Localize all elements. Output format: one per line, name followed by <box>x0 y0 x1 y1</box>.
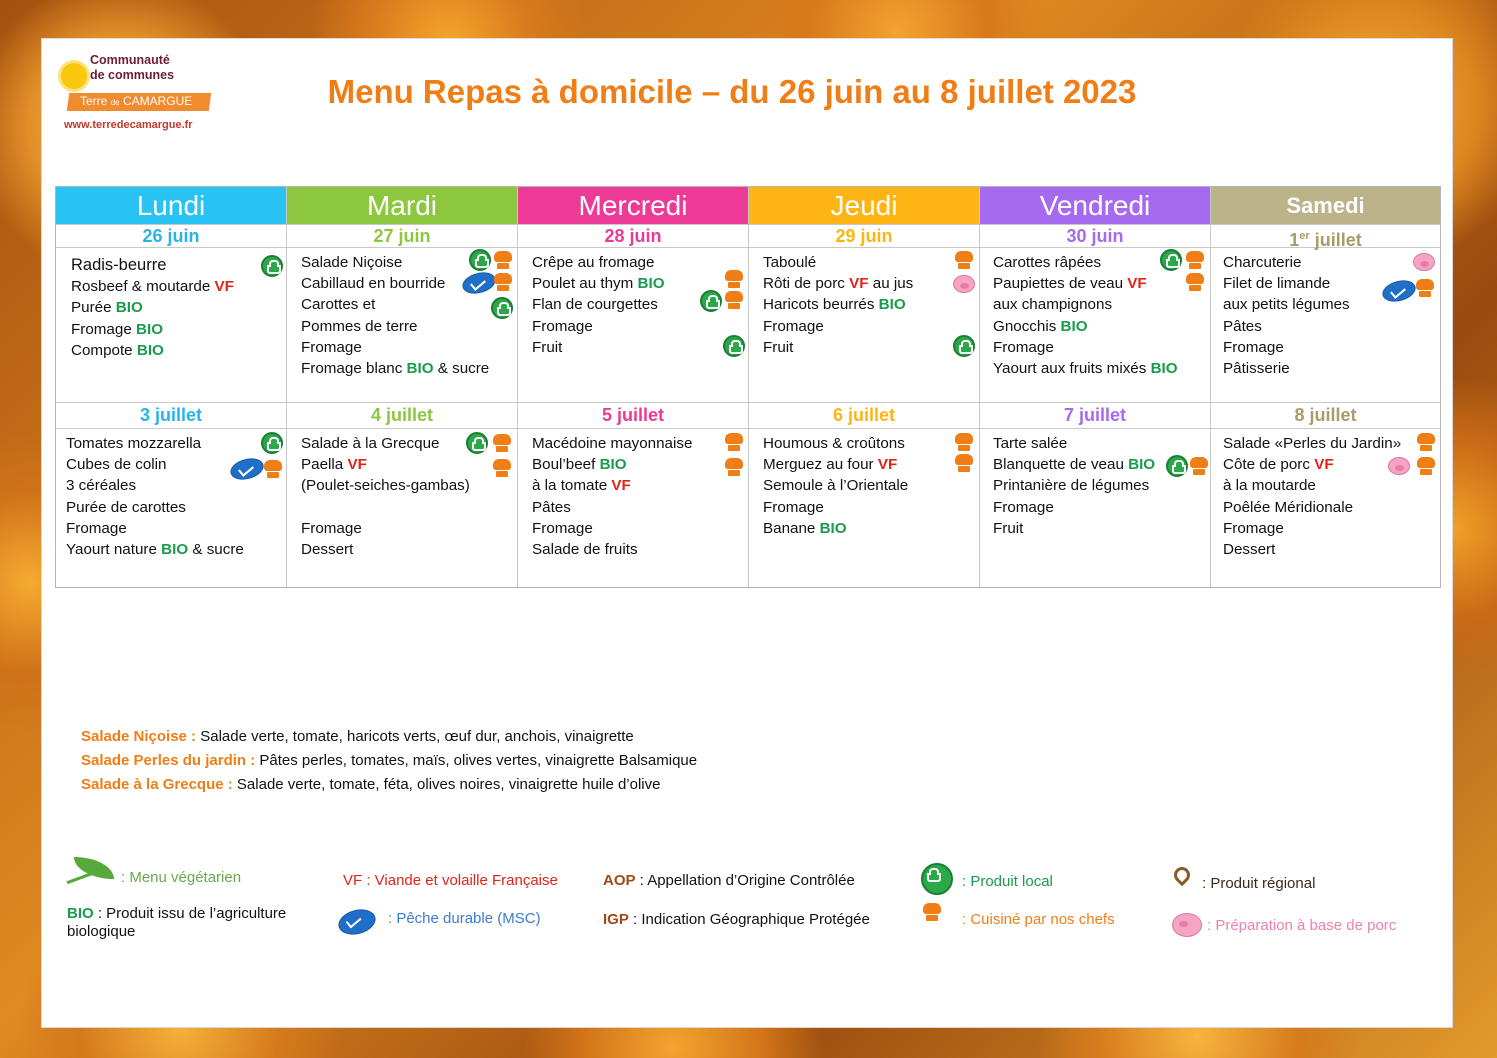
list-item: Poêlée Méridionale <box>1223 498 1354 516</box>
list-item: Pâtisserie <box>1223 359 1290 377</box>
leaf-icon <box>66 857 118 887</box>
list-item: Fromage <box>1223 519 1284 537</box>
note-line: Salade Perles du jardin : Pâtes perles, tomates, maïs, olives vertes, vinaigrette Balsamique <box>81 752 698 769</box>
list-item: Semoule à l’Orientale <box>763 477 909 495</box>
list-item: Pâtes <box>532 498 571 516</box>
list-item: Crêpe au fromage <box>532 254 655 271</box>
pig-icon <box>1172 913 1202 937</box>
list-item: Fruit <box>763 338 794 356</box>
list-item: Compote BIO <box>71 341 164 359</box>
date-w1-mercredi: 28 juin <box>604 226 662 246</box>
date-w2-vendredi: 7 juillet <box>1063 405 1126 425</box>
chef-hat-icon <box>264 460 282 478</box>
list-item: Fromage <box>532 519 593 537</box>
chef-hat-icon <box>493 459 511 477</box>
note-line: Salade Niçoise : Salade verte, tomate, haricots verts, œuf dur, anchois, vinaigrette <box>81 728 634 745</box>
list-item: Charcuterie <box>1223 254 1302 271</box>
list-item: Tarte salée <box>993 435 1068 452</box>
cell-w1-vendredi <box>993 252 1178 379</box>
list-item: à la tomate VF <box>532 477 631 495</box>
list-item: 3 céréales <box>66 477 137 495</box>
basket-icon <box>953 335 975 357</box>
page-title: Menu Repas à domicile – du 26 juin au 8 juillet 2023 <box>327 73 1137 110</box>
legend-vf: VF : Viande et volaille Française <box>343 872 558 889</box>
list-item: Fromage <box>993 338 1054 356</box>
basket-icon <box>261 432 283 454</box>
list-item: Pâtes <box>1223 317 1262 335</box>
list-item: Fromage <box>301 338 362 356</box>
list-item: Fruit <box>993 519 1024 537</box>
legend-bio: BIO : Produit issu de l’agriculture biologique <box>67 905 287 940</box>
basket-icon <box>723 335 745 357</box>
basket-icon <box>261 255 283 277</box>
cell-w2-samedi <box>1223 433 1401 560</box>
list-item: Paupiettes de veau VF <box>993 275 1147 293</box>
list-item: Radis-beurre <box>71 256 167 274</box>
list-item: Dessert <box>301 540 354 558</box>
pin-icon <box>1174 867 1194 893</box>
header-mercredi: Mercredi <box>518 187 748 224</box>
chef-hat-icon <box>725 433 743 451</box>
list-item: Fromage <box>1223 338 1284 356</box>
list-item: Carottes râpées <box>993 254 1102 271</box>
cell-w2-mardi <box>301 433 470 560</box>
cell-w2-mercredi <box>532 433 692 560</box>
list-item: Rôti de porc VF au jus <box>763 275 914 293</box>
list-item: Fromage <box>763 498 824 516</box>
list-item: Cabillaud en bourride <box>301 275 446 293</box>
chef-hat-icon <box>955 251 973 269</box>
basket-icon <box>1160 249 1182 271</box>
date-w2-mercredi: 5 juillet <box>601 405 664 425</box>
legend-msc: : Pêche durable (MSC) <box>388 910 541 927</box>
chef-hat-icon <box>1417 457 1435 475</box>
date-w2-mardi: 4 juillet <box>370 405 433 425</box>
legend-veg: : Menu végétarien <box>121 869 242 886</box>
list-item: aux petits légumes <box>1223 296 1350 314</box>
chef-hat-icon <box>923 903 953 927</box>
date-w2-samedi: 8 juillet <box>1294 405 1357 425</box>
chef-hat-icon <box>1190 457 1208 475</box>
fish-icon <box>336 905 379 938</box>
note-line: Salade à la Grecque : Salade verte, tomate, féta, olives noires, vinaigrette huile d’olive <box>81 776 661 793</box>
header-jeudi: Jeudi <box>749 187 979 224</box>
cell-w2-vendredi <box>993 433 1155 539</box>
chef-hat-icon <box>955 454 973 472</box>
list-item: Gnocchis BIO <box>993 317 1088 335</box>
list-item: aux champignons <box>993 296 1113 314</box>
list-item: à la moutarde <box>1223 477 1316 495</box>
legend-chef: : Cuisiné par nos chefs <box>962 911 1115 928</box>
list-item: Yaourt nature BIO & sucre <box>66 540 244 558</box>
list-item: Salade de fruits <box>532 540 638 558</box>
list-item: Fromage <box>763 317 824 335</box>
logo-url: www.terredecamargue.fr <box>64 119 193 131</box>
list-item: Printanière de légumes <box>993 477 1150 495</box>
list-item: Carottes et <box>301 296 376 314</box>
legend-local: : Produit local <box>962 873 1053 890</box>
list-item: Dessert <box>1223 540 1276 558</box>
pig-icon <box>1413 253 1435 271</box>
cell-w2-lundi <box>66 433 244 560</box>
date-w1-samedi: 1er juillet <box>1289 230 1362 250</box>
legend-igp: IGP : Indication Géographique Protégée <box>603 911 870 928</box>
chef-hat-icon <box>493 434 511 452</box>
list-item: Rosbeef & moutarde VF <box>71 278 234 296</box>
legend-porc: : Préparation à base de porc <box>1207 917 1397 934</box>
chef-hat-icon <box>725 270 743 288</box>
date-w1-mardi: 27 juin <box>373 226 431 246</box>
basket-icon <box>469 249 491 271</box>
header-samedi: Samedi <box>1211 187 1440 224</box>
list-item: Fromage <box>66 519 127 537</box>
list-item: Boul’beef BIO <box>532 456 627 474</box>
header-vendredi: Vendredi <box>980 187 1210 224</box>
chef-hat-icon <box>1416 279 1434 297</box>
menu-sheet <box>41 38 1453 1028</box>
list-item: Fromage blanc BIO & sucre <box>301 359 490 377</box>
salad-notes <box>81 725 697 797</box>
date-w2-lundi: 3 juillet <box>139 405 202 425</box>
list-item: Fromage <box>532 317 593 335</box>
date-w1-jeudi: 29 juin <box>835 226 893 246</box>
cell-w1-jeudi <box>763 252 913 358</box>
date-w2-jeudi: 6 juillet <box>832 405 895 425</box>
list-item: Blanquette de veau BIO <box>993 456 1156 474</box>
list-item: Salade à la Grecque <box>301 435 440 452</box>
basket-icon <box>921 863 953 895</box>
chef-hat-icon <box>494 251 512 269</box>
chef-hat-icon <box>1186 273 1204 291</box>
list-item: (Poulet-seiches-gambas) <box>301 477 470 495</box>
list-item: Paella VF <box>301 456 367 474</box>
header-mardi: Mardi <box>287 187 517 224</box>
logo-line1: Communauté <box>90 53 170 67</box>
list-item: Macédoine mayonnaise <box>532 435 693 452</box>
pig-icon <box>1388 457 1410 475</box>
list-item: Yaourt aux fruits mixés BIO <box>993 359 1178 377</box>
list-item: Purée BIO <box>71 299 143 317</box>
cell-w1-mardi <box>301 252 489 379</box>
list-item: Pommes de terre <box>301 317 418 335</box>
chef-hat-icon <box>725 291 743 309</box>
legend-regional: : Produit régional <box>1202 875 1316 892</box>
list-item: Filet de limande <box>1223 275 1331 293</box>
cell-w2-jeudi <box>763 433 908 539</box>
chef-hat-icon <box>955 433 973 451</box>
basket-icon <box>1166 455 1188 477</box>
date-w1-vendredi: 30 juin <box>1066 226 1124 246</box>
basket-icon <box>700 290 722 312</box>
list-item: Taboulé <box>763 254 817 271</box>
list-item: Salade «Perles du Jardin» <box>1223 435 1402 452</box>
chef-hat-icon <box>1417 433 1435 451</box>
pig-icon <box>953 275 975 293</box>
list-item: Fruit <box>532 338 563 356</box>
list-item: Salade Niçoise <box>301 254 403 271</box>
list-item: Tomates mozzarella <box>66 435 202 452</box>
logo-brand: Terre de CAMARGUE <box>80 94 193 108</box>
list-item: Haricots beurrés BIO <box>763 296 906 314</box>
list-item: Cubes de colin <box>66 456 167 474</box>
list-item: Fromage BIO <box>71 320 164 338</box>
chef-hat-icon <box>1186 251 1204 269</box>
header-lundi: Lundi <box>56 187 286 224</box>
date-w1-lundi: 26 juin <box>142 226 200 246</box>
fish-icon <box>1380 277 1418 305</box>
logo-line2: de communes <box>90 68 175 82</box>
list-item: Merguez au four VF <box>763 456 898 474</box>
list-item: Houmous & croûtons <box>763 435 905 452</box>
menu-grid <box>55 186 1441 588</box>
cell-w1-samedi <box>1223 252 1350 379</box>
list-item: Côte de porc VF <box>1223 456 1334 474</box>
list-item: Banane BIO <box>763 519 847 537</box>
list-item: Fromage <box>993 498 1054 516</box>
list-item: Poulet au thym BIO <box>532 275 665 293</box>
list-item: Fromage <box>301 519 362 537</box>
cell-w1-lundi <box>71 255 234 361</box>
cell-w1-mercredi <box>532 252 665 358</box>
list-item: Purée de carottes <box>66 498 186 516</box>
chef-hat-icon <box>494 273 512 291</box>
chef-hat-icon <box>725 458 743 476</box>
list-item: Flan de courgettes <box>532 296 658 314</box>
basket-icon <box>466 432 488 454</box>
legend-aop: AOP : Appellation d’Origine Contrôlée <box>603 872 855 889</box>
basket-icon <box>491 297 513 319</box>
